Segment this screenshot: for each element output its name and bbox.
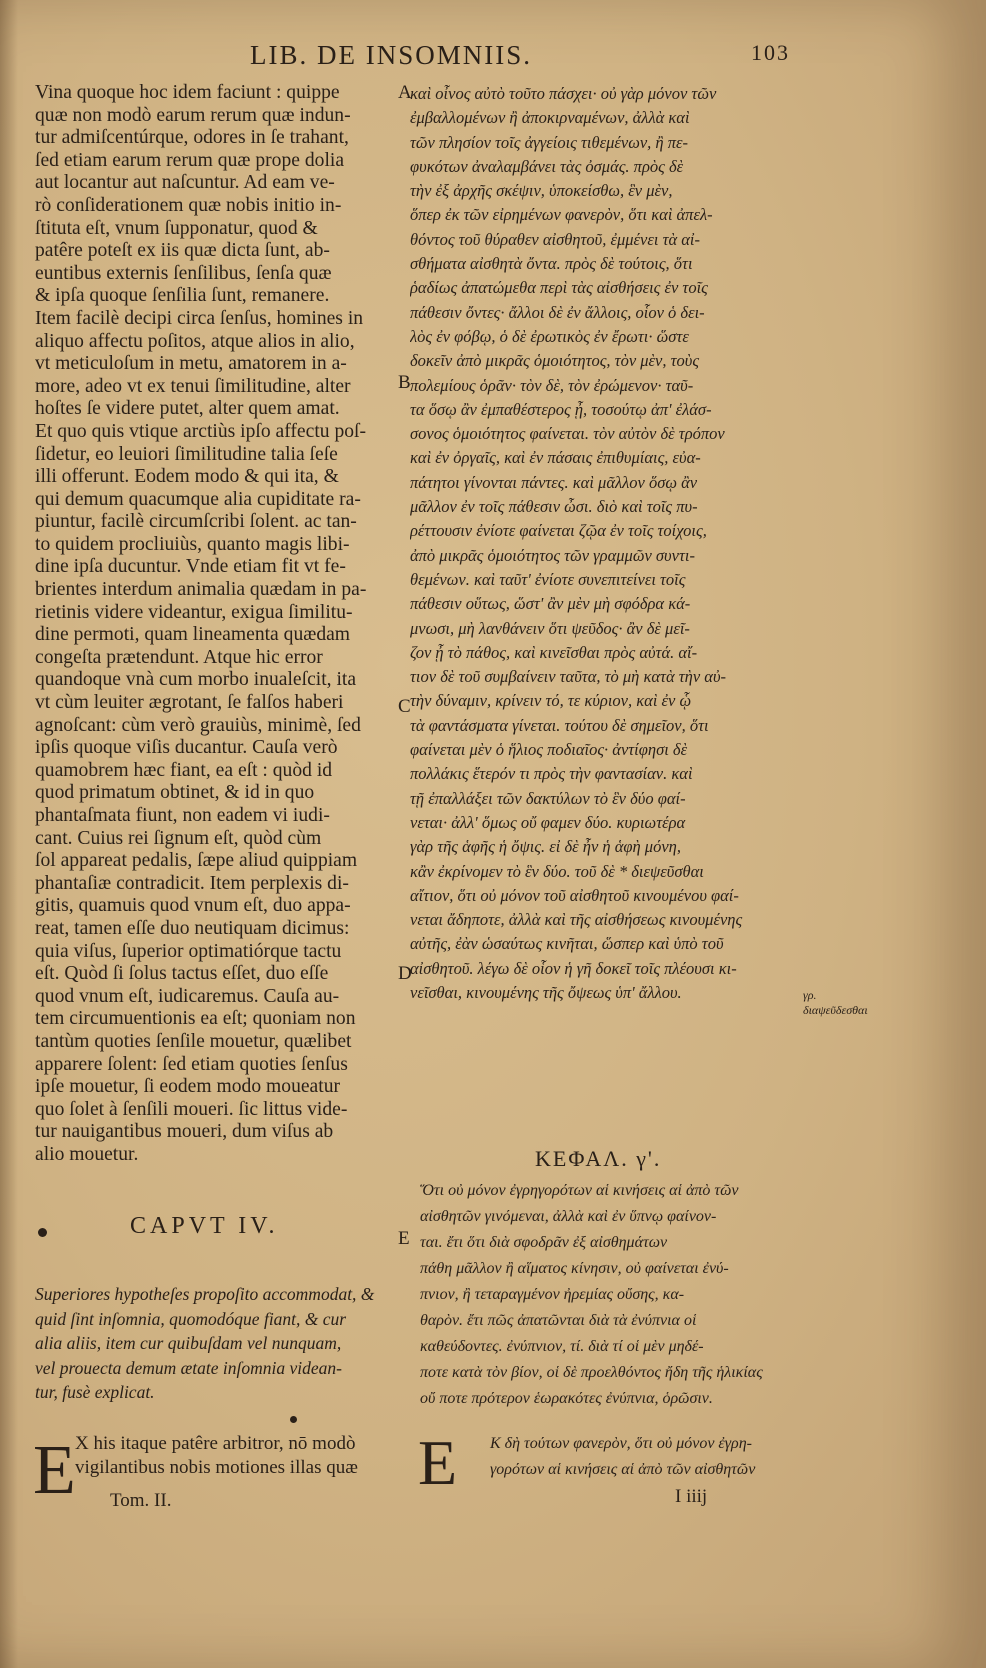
greek-summary-text-line: Ὅτι οὐ μόνον ἐγρηγορότων αἱ κινήσεις αἱ ἀπὸ τῶν (420, 1182, 739, 1199)
latin-text-line: ſed etiam earum rerum quæ prope dolia (35, 149, 345, 171)
latin-text-line: eſt. Quòd ſi ſolus tactus eſſet, duo eſſe (35, 963, 329, 985)
greek-text-line: νεῖσθαι, κινουμένης τῆς ὄψεως ὑπ' ἄλλου. (410, 982, 682, 1002)
greek-text-line: αὐτῆς, ἐὰν ὡσαύτως κινῆται, ὥσπερ καὶ ὑπὸ τοῦ (410, 934, 724, 954)
latin-text-line: euntibus externis ſenſilibus, ſenſa quæ (35, 262, 332, 284)
greek-text-line: πολλάκις ἕτερόν τι πρὸς τὴν φαντασίαν. καὶ (410, 764, 693, 784)
latin-text-line: apparere ſolent: ſed etiam quoties ſenſus (35, 1053, 348, 1075)
greek-text-line: ὅπερ ἐκ τῶν εἰρημένων φανερὸν, ὅτι καὶ ἀπελ- (410, 205, 713, 225)
latin-text-line: phantaſmata fiunt, non eadem vi iudi- (35, 805, 330, 826)
latin-text-line: hoſtes ſe videre putet, alter quem amat. (35, 398, 340, 420)
latin-text-line: quod primatum obtinet, & id in quo (35, 782, 315, 804)
side-marker-d: D (398, 963, 412, 984)
greek-text-line: σθήματα αἰσθητὰ ὄντα. πρὸς δὲ τούτοις, ὅτι (410, 254, 693, 274)
running-title: LIB. DE INSOMNIIS. (250, 40, 532, 70)
greek-text-line: αἰσθητοῦ. λέγω δὲ οἷον ἡ γῆ δοκεῖ τοῖς πλέουσι κι- (410, 958, 737, 978)
summary-text-line: alia aliis, item cur quibuſdam vel nunquam, (35, 1333, 342, 1353)
greek-text-line: σονος ὁμοιότητος φαίνεται. τὸν αὐτὸν δὲ τρόπον (410, 424, 725, 444)
latin-text-line: alio mouetur. (35, 1143, 139, 1165)
greek-text-line: ζον ᾖ τὸ πάθος, καὶ κινεῖσθαι πρὸς αὐτά. αἴ- (410, 642, 698, 662)
greek-text-line: ἐμβαλλομένων ἢ ἀποκιρναμένων, ἀλλὰ καὶ (410, 108, 690, 128)
greek-chapter-title: ΚΕΦΑΛ. γ'. (535, 1146, 662, 1171)
latin-text-line: ſidetur, eo leuiori ſimilitudine talia ſeſe (35, 443, 338, 465)
latin-text-line: vt cùm leuiter ægrotant, ſe falſos haberi (35, 692, 344, 714)
greek-text-line: ῥαδίως ἀπατώμεθα περὶ τὰς αἰσθήσεις ἐν τοῖς (410, 278, 708, 298)
signature-mark: I iiij (675, 1486, 708, 1507)
catchword: Tom. II. (110, 1490, 172, 1511)
side-marker-e: E (398, 1228, 410, 1249)
ornament-dot (38, 1228, 47, 1237)
latin-text-line: patêre poteſt ex iis quæ dicta ſunt, ab- (35, 240, 330, 262)
latin-text-line: brientes interdum animalia quædam in pa- (35, 579, 367, 601)
greek-summary-text-line: ται. ἔτι ὅτι διὰ σφοδρᾶν ἐξ αἰσθημάτων (420, 1234, 668, 1251)
latin-text-line: quia viſus, ſuperior optimatiórque tactu (35, 940, 342, 962)
greek-text-line: πολεμίους ὁρᾶν· τὸν δὲ, τὸν ἐρώμενον· ταῦ- (410, 375, 694, 395)
greek-text-line: πάτητοι γίνονται πάντες. καὶ μᾶλλον ὅσῳ ἂν (410, 472, 698, 492)
latin-chapter-start (35, 1432, 395, 1480)
latin-text-line: ipſe mouetur, ſi eodem modo moueatur (35, 1076, 341, 1098)
latin-text-line: Item facilè decipi circa ſenſus, homines in (35, 307, 364, 329)
greek-chapter-start (490, 1431, 810, 1483)
summary-text-line: tur, fusè explicat. (35, 1382, 155, 1402)
greek-text-line: φαίνεται μὲν ὁ ἥλιος ποδιαῖος· ἀντίφησι δὲ (410, 740, 688, 760)
latin-text-line: congeſta prætendunt. Atque hic error (35, 646, 323, 668)
greek-text-line: ἀπὸ μικρᾶς ὁμοιότητος τῶν γραμμῶν συντι- (410, 545, 695, 565)
latin-text-line: dine permoti, quam lineamenta quædam (35, 624, 351, 646)
greek-text-line: φυκότων ἀναλαμβάνει τὰς ὀσμάς. πρὸς δὲ (410, 156, 684, 176)
latin-text-line: aut locantur aut naſcuntur. Ad eam ve- (35, 172, 335, 194)
greek-column (410, 82, 800, 1005)
chapter-summary (35, 1282, 395, 1405)
side-marker-a: A (398, 82, 412, 103)
greek-text-line: νεται· ἀλλ' ὅμως οὔ φαμεν δύο. κυριωτέρα (410, 812, 686, 832)
greek-summary-text-line: ποτε κατὰ τὸν βίον, οἱ δὲ προελθόντος ἤδη τῆς ἡλικίας (420, 1364, 763, 1381)
greek-text-line: λὸς ἐν φόβῳ, ὁ δὲ ἐρωτικὸς ἐν ἔρωτι· ὥστε (410, 326, 689, 346)
greek-summary-text-line: καθεύδοντες. ἐνύπνιον, τί. διὰ τί οἱ μὲν μηδέ- (420, 1338, 704, 1355)
greek-text-line: θόντος τοῦ θύραθεν αἰσθητοῦ, ἐμμένει τὰ αἰ- (410, 229, 701, 249)
latin-text-line: reat, tamen eſſe duo neutiquam dicimus: (35, 917, 350, 939)
greek-chapter-summary (420, 1178, 800, 1412)
greek-drop-cap: E (418, 1427, 458, 1498)
greek-text-line: τὴν δύναμιν, κρίνειν τό, τε κύριον, καὶ ἐν ᾧ (410, 691, 692, 711)
running-header (250, 40, 790, 80)
latin-text-line: gitis, quamuis quod vnum eſt, duo appa- (35, 895, 351, 917)
latin-text-line: & ipſa quoque ſenſilia ſunt, remanere. (35, 285, 330, 307)
latin-text-line: tur nauigantibus moueri, dum viſus ab (35, 1121, 334, 1143)
latin-text-line: phantaſiæ contradicit. Item perplexis di- (35, 872, 349, 894)
greek-summary-text-line: πάθη μᾶλλον ἢ αἵματος κίνησιν, οὐ φαίνεται ἐνύ- (420, 1260, 729, 1277)
latin-text-line: rò conſiderationem quæ nobis initio in- (35, 194, 342, 216)
greek-text-line: καὶ ἐν ὀργαῖς, καὶ ἐν πάσαις ἐπιθυμίαις, εὐα- (410, 448, 701, 468)
greek-text-line: τῇ ἐπαλλάξει τῶν δακτύλων τὸ ἓν δύο φαί- (410, 788, 686, 808)
latin-text-line: tem circumuentionis ea eſt; quoniam non (35, 1008, 356, 1030)
latin-text-line: rietinis videre videantur, exigua ſimilitu- (35, 601, 353, 623)
summary-text-line: Superiores hypotheſes propoſito accommodat, & (35, 1284, 375, 1304)
greek-summary-text-line: πνιον, ἢ τεταραγμένον ἠρεμίας οὔσης, κα- (420, 1286, 685, 1303)
greek-summary-text-line: αἰσθητῶν γινόμεναι, ἀλλὰ καὶ ἐν ὕπνῳ φαίνον- (420, 1208, 717, 1225)
greek-text-line: ρέττουσιν ἐνίοτε φαίνεται ζῷα ἐν τοῖς τοίχοις, (410, 521, 707, 541)
greek-text-line: αἴτιον, ὅτι οὐ μόνον τοῦ αἰσθητοῦ κινουμένου φαί- (410, 885, 739, 905)
greek-text-line: καὶ οἶνος αὐτὸ τοῦτο πάσχει· οὐ γὰρ μόνον τῶν (410, 84, 717, 103)
latin-text-line: more, adeo vt ex tenui ſimilitudine, alter (35, 375, 351, 397)
greek-text-line: τιον δὲ τοῦ συμβαίνειν ταῦτα, τὸ μὴ κατὰ τὴν αὐ- (410, 667, 727, 687)
page-gutter-shadow (0, 0, 18, 1668)
side-marker-c: C (398, 696, 411, 717)
latin-text-line: agnoſcant: cùm verò grauiùs, minimè, ſed (35, 714, 361, 736)
ornament-dot-small (290, 1416, 297, 1423)
latin-text-line: ſtituta eſt, vnum ſupponatur, quod & (35, 217, 318, 239)
greek-summary-text-line: οὔ ποτε πρότερον ἑωρακότες ἐνύπνια, ὁρῶσιν. (420, 1390, 713, 1407)
greek-summary-text-line: θαρὸν. ἔτι πῶς ἀπατῶνται διὰ τὰ ἐνύπνια οἱ (420, 1312, 697, 1329)
latin-text-line: to quidem procliuiùs, quanto magis libi- (35, 533, 350, 555)
page-number: 103 (751, 40, 790, 65)
greek-text-line: δοκεῖν ἀπὸ μικρᾶς ὁμοιότητος, τὸν μὲν, τοὺς (410, 351, 700, 371)
latin-text-line: quod vnum eſt, iudicaremus. Cauſa au- (35, 985, 340, 1007)
latin-text-line: quamobrem hæc fiant, ea eſt : quòd id (35, 759, 333, 781)
latin-text-line: tantùm quoties ſenſile mouetur, quælibet (35, 1030, 352, 1052)
latin-text-line: vt meticuloſum in metu, amatorem in a- (35, 353, 347, 375)
greek-text-line: πάθεσιν οὕτως, ὥστ' ἂν μὲν μὴ σφόδρα κά- (410, 594, 691, 614)
greek-text-line: κἂν ἐκρίνομεν τὸ ἓν δύο. τοῦ δὲ * διεψεῦσθαι (410, 861, 704, 881)
latin-text-line: quandoque vnà cum morbo inualeſcit, ita (35, 669, 357, 691)
latin-text-line: tur admiſcentúrque, odores in ſe trahant, (35, 127, 349, 149)
greek-start-line-2: γορότων αἱ κινήσεις αἱ ἀπὸ τῶν αἰσθητῶν (490, 1461, 756, 1478)
latin-text-line: cant. Cuius rei ſignum eſt, quòd cùm (35, 827, 322, 849)
greek-text-line: τὴν ἐξ ἀρχῆς σκέψιν, ὑποκείσθω, ἓν μὲν, (410, 181, 673, 201)
greek-text-line: τῶν πλησίον τοῖς ἀγγείοις τιθεμένων, ἢ πε- (410, 132, 688, 152)
greek-text-line: θεμένων. καὶ ταῦτ' ἐνίοτε συνεπιτείνει τοῖς (410, 569, 686, 589)
latin-text-line: Et quo quis vtique arctiùs ipſo affectu poſ- (35, 420, 367, 442)
greek-text-line: μᾶλλον ἐν τοῖς πάθεσιν ὦσι. διὸ καὶ τοῖς πυ- (410, 497, 698, 517)
latin-text-line: piuntur, facilè circumſcribi ſolent. ac tan- (35, 511, 357, 533)
latin-text-line: ſol appareat pedalis, ſæpe aliud quippiam (35, 850, 358, 872)
summary-text-line: quid ſint inſomnia, quomodóque fiant, & cur (35, 1308, 347, 1329)
latin-drop-cap: E (33, 1432, 76, 1509)
greek-text-line: πάθεσιν ὄντες· ἄλλοι δὲ ἐν ἄλλοις, οἷον ὁ δει- (410, 302, 705, 322)
latin-text-line: illi offerunt. Eodem modo & qui ita, & (35, 466, 339, 488)
latin-start-line-1: X his itaque patêre arbitror, nō modò (75, 1433, 356, 1454)
latin-chapter-title: CAPVT IV. (130, 1213, 279, 1239)
greek-text-line: τὰ φαντάσματα γίνεται. τούτου δὲ σημεῖον, ὅτι (410, 715, 709, 735)
latin-column (35, 82, 395, 1167)
latin-text-line: quæ non modò earum rerum quæ indun- (35, 104, 351, 126)
latin-text-line: Vina quoque hoc idem faciunt : quippe (35, 82, 340, 103)
side-marker-b: B (398, 372, 411, 393)
latin-text-line: qui demum quacumque alia cupiditate ra- (35, 488, 361, 510)
greek-start-line-1: Κ δὴ τούτων φανερὸν, ὅτι οὐ μόνον ἐγρη- (490, 1435, 752, 1452)
greek-text-line: μνωσι, μὴ λανθάνειν ὅτι ψεῦδος· ἂν δὲ μεῖ- (410, 618, 690, 638)
latin-start-line-2: vigilantibus nobis motiones illas quæ (75, 1457, 358, 1478)
latin-text-line: dine ipſa ducuntur. Vnde etiam fit vt fe- (35, 556, 346, 578)
greek-text-line: νεται ἄδηποτε, ἀλλὰ καὶ τῆς αἰσθήσεως κινουμένης (410, 910, 743, 930)
latin-text-line: ipſis quoque viſis ducantur. Cauſa verò (35, 737, 338, 759)
greek-text-line: τα ὅσῳ ἂν ἐμπαθέστερος ᾖ, τοσούτῳ ἀπ' ἐλάσ- (410, 399, 712, 419)
latin-text-line: aliquo affectu poſitos, atque alios in alio, (35, 330, 355, 352)
greek-margin-note: γρ. διαψεῦδεσθαι (803, 988, 868, 1017)
latin-text-line: quo ſolet à ſenſili moueri. ſic littus vide- (35, 1098, 348, 1120)
summary-text-line: vel prouecta demum ætate inſomnia videan- (35, 1357, 342, 1378)
greek-text-line: γὰρ τῆς ἁφῆς ἡ ὄψις. εἰ δὲ ἦν ἡ ἁφὴ μόνη, (410, 837, 681, 857)
